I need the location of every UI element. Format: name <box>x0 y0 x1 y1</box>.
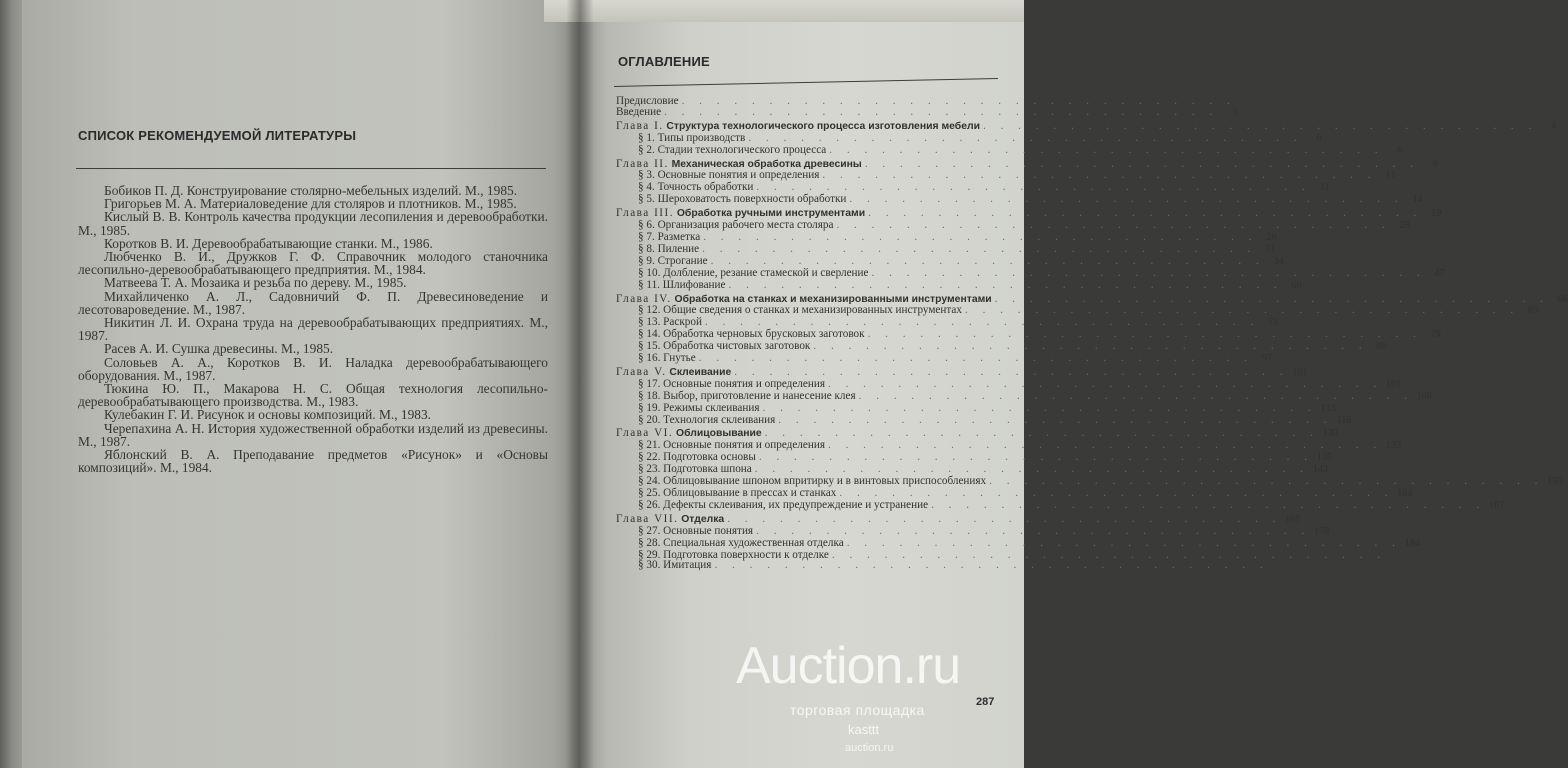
toc-entry-title: § 5. Шероховатость поверхности обработки <box>638 193 847 206</box>
toc-entry-title: § 21. Основные понятия и определения <box>638 439 825 452</box>
book-gutter-shadow <box>566 0 594 768</box>
toc-page-number: 69 <box>1527 305 1539 317</box>
toc-row <box>616 266 1445 280</box>
toc-leader-dots: . . . . . . . . . . . . . . . . . . . . . . . . . . . . . . . . <box>703 230 1258 243</box>
toc-leader-dots: . . . . . . . . . . . . . . . . . . . . . . . . . . . . . . . . <box>764 427 1319 440</box>
toc-page-number: 73 <box>1267 317 1279 329</box>
bibliography-entry: Любченко В. И., Дружков Г. Ф. Справочник молодого станочника лесопильно-деревообрабатывающего предприятия. М., 1984. <box>78 249 548 278</box>
toc-page-number: 47 <box>1434 267 1445 279</box>
toc-leader-dots: . . . . . . . . . . . . . . . . . . . . . . . . . . . . . . . . <box>756 524 1311 537</box>
toc-entry-title: § 12. Общие сведения о станках и механизированных инструментах <box>638 304 962 317</box>
bibliography-entry: Григорьев М. А. Материаловедение для столяров и плотников. М., 1985. <box>104 196 517 212</box>
toc-leader-dots: . . . . . . . . . . . . . . . . . . . . . . . . . . . . . . . . <box>836 219 1391 232</box>
toc-row <box>616 254 1284 268</box>
toc-chapter-name: Структура технологического процесса изготовления мебели <box>666 120 980 132</box>
bibliography-entry: Михайличенко А. Л., Садовничий Ф. П. Древесиноведение и лесотовароведение. М., 1987. <box>78 288 548 317</box>
toc-chapter-title <box>616 121 980 133</box>
page-number: 287 <box>976 696 995 708</box>
toc-page-number: 130 <box>1322 428 1338 440</box>
toc-row <box>616 559 1269 572</box>
toc-entry-title: § 1. Типы производств <box>638 131 746 144</box>
toc-row <box>616 413 1352 427</box>
toc-entry-title: § 17. Основные понятия и определения <box>638 377 825 390</box>
toc-entry-title: § 6. Организация рабочего места столяра <box>638 219 834 232</box>
watermark-logo: Auction.ru <box>736 637 961 695</box>
toc-leader-dots: . . . . . . . . . . . . . . . . . . . . . . . . . . . . . . . . <box>839 487 1394 499</box>
toc-leader-dots: . . . . . . . . . . . . . . . . . . . . . . . . . . . . . . . . <box>868 207 1423 220</box>
toc-entry-title: Предисловие <box>616 95 679 107</box>
toc-leader-dots: . . . . . . . . . . . . . . . . . . . . . . . . . . . . . . . . <box>734 365 1289 378</box>
toc-leader-dots: . . . . . . . . . . . . . . . . . . . . . . . . . . . . . . . . <box>964 304 1520 317</box>
bibliography-list <box>78 184 548 474</box>
toc-page-number: 6 <box>1397 144 1403 156</box>
toc-leader-dots: . . . . . . . . . . . . . . . . . . . . . . . . . . . . . . . . <box>846 536 1401 549</box>
toc-row <box>616 401 1336 415</box>
toc-chapter-name: Механическая обработка древесины <box>671 158 862 170</box>
toc-page-number: 28 <box>1266 231 1277 243</box>
toc-leader-dots: . . . . . . . . . . . . . . . . . . . . . . . . . . . . . . . . <box>754 463 1309 476</box>
toc-chapter-row <box>616 512 1301 526</box>
toc-leader-dots: . . . . . . . . . . . . . . . . . . . . . . . . . . . . . . . . <box>702 242 1257 255</box>
toc-leader-dots: . . . . . . . . . . . . . . . . . . . . . . . . . . . . . . . . <box>858 389 1413 402</box>
toc-page-number: 11 <box>1319 182 1330 194</box>
toc-row <box>616 524 1330 538</box>
bibliography-entry: Бобиков П. Д. Конструирование столярно-мебельных изделий. М., 1985. <box>104 183 518 198</box>
toc-page-number: 178 <box>1314 525 1330 537</box>
toc-entry-title: § 18. Выбор, приготовление и нанесение клея <box>638 389 856 402</box>
toc-leader-dots: . . . . . . . . . . . . . . . . . . . . . . . . . . . . . . . . <box>827 439 1383 452</box>
toc-page-number: 101 <box>1292 366 1308 378</box>
toc-page-number: 11 <box>1385 170 1396 182</box>
toc-entry-title: § 27. Основные понятия <box>638 524 754 537</box>
toc-page-number: 19 <box>1431 208 1442 220</box>
page-stack-edge <box>544 0 1024 22</box>
toc-leader-dots: . . . . . . . . . . . . . . . . . . . . . . . . . . . . . . . . <box>831 548 1387 561</box>
toc-heading: ОГЛАВЛЕНИЕ <box>618 54 710 69</box>
toc-page-number: 3 <box>1232 106 1238 118</box>
toc-chapter-name: Обработка на станках и механизированными инструментами <box>674 293 992 305</box>
table-of-contents <box>616 95 1568 572</box>
toc-entry-title: § 9. Строгание <box>638 254 708 267</box>
toc-entry-title: § 28. Специальная художественная отделка <box>638 536 844 549</box>
toc-chapter-name: Облицовывание <box>675 428 762 440</box>
bibliography-entry: Соловьев А. А., Коротков В. И. Наладка деревообрабатывающего оборудования. М., 1987. <box>78 354 548 383</box>
toc-chapter-prefix: Глава VII. <box>616 512 679 525</box>
toc-entry-title: Введение <box>616 105 662 118</box>
toc-entry-title: § 16. Гнутье <box>638 352 696 365</box>
toc-page-number: 101 <box>1385 378 1402 390</box>
toc-leader-dots: . . . . . . . . . . . . . . . . . . . . . . . . . . . . . . . . <box>864 157 1420 170</box>
toc-chapter-prefix: Глава VI. <box>616 427 674 440</box>
toc-page-number: 6 <box>1316 132 1322 144</box>
toc-page-number: 86 <box>1376 341 1387 353</box>
watermark-subtitle: торговая площадка <box>790 702 925 718</box>
toc-chapter-prefix: Глава V. <box>616 365 667 378</box>
toc-entry-title: § 23. Подготовка шпона <box>638 463 752 476</box>
toc-page-number: 108 <box>1416 390 1432 402</box>
toc-leader-dots: . . . . . . . . . . . . . . . . . . . . . . . . . . . . . . . . <box>714 559 1269 572</box>
toc-entry-title: § 11. Шлифование <box>638 278 726 291</box>
toc-leader-dots: . . . . . . . . . . . . . . . . . . . . . . . . . . . . . . . . <box>698 352 1253 365</box>
toc-leader-dots: . . . . . . . . . . . . . . . . . . . . . . . . . . . . . . . . <box>931 498 1486 511</box>
toc-row <box>616 389 1432 403</box>
toc-entry-title: § 14. Обработка черновых брусковых заготовок <box>638 328 865 341</box>
toc-page-number: 4 <box>1551 120 1557 132</box>
toc-page-number: 8 <box>1432 158 1439 170</box>
watermark-user: kasttt <box>848 722 880 737</box>
toc-leader-dots: . . . . . . . . . . . . . . . . . . . . . . . . . . . . . . . . <box>778 413 1333 426</box>
bibliography-entry: Кислый В. В. Контроль качества продукции лесопиления и деревообработки. М., 1985. <box>78 209 548 238</box>
toc-row <box>616 131 1322 145</box>
toc-leader-dots: . . . . . . . . . . . . . . . . . . . . . . . . . . . . . . . . <box>756 181 1311 194</box>
toc-leader-dots: . . . . . . . . . . . . . . . . . . . . . . . . . . . . . . . . <box>994 292 1549 305</box>
toc-row <box>616 498 1505 512</box>
toc-page-number: 169 <box>1285 513 1301 525</box>
toc-chapter-prefix: Глава III. <box>616 207 675 220</box>
toc-row <box>616 242 1276 256</box>
toc-leader-dots: . . . . . . . . . . . . . . . . . . . . . . . . . . . . . . . . <box>989 475 1544 488</box>
toc-leader-dots: . . . . . . . . . . . . . . . . . . . . . . . . . . . . . . . . <box>664 105 1219 118</box>
toc-page-number: 167 <box>1488 499 1505 511</box>
toc-row <box>616 193 1423 206</box>
toc-row <box>616 352 1272 365</box>
toc-page-number: 184 <box>1404 537 1420 549</box>
toc-page-number: 164 <box>1397 488 1413 499</box>
toc-leader-dots: . . . . . . . . . . . . . . . . . . . . . . . . . . . . . . . . <box>728 278 1283 291</box>
bibliography-entry: Матвеева Т. А. Мозаика и резьба по дереву. М., 1985. <box>104 275 407 291</box>
toc-entry-title: § 3. Основные понятия и определения <box>638 169 820 182</box>
toc-entry-title: § 25. Облицовывание в прессах и станках <box>638 487 837 499</box>
toc-entry-title: § 13. Раскрой <box>638 316 702 329</box>
toc-chapter-prefix: Глава IV. <box>616 292 672 305</box>
toc-chapter-name: Склеивание <box>669 366 732 378</box>
toc-row <box>616 536 1420 550</box>
toc-entry-title: § 30. Имитация <box>638 559 712 572</box>
toc-page-number: 79 <box>1430 329 1441 341</box>
toc-page-number: 150 <box>1547 476 1563 488</box>
bibliography-heading: СПИСОК РЕКОМЕНДУЕМОЙ ЛИТЕРАТУРЫ <box>78 128 357 143</box>
toc-leader-dots: . . . . . . . . . . . . . . . . . . . . . . . . . . . . . . . . <box>681 95 1236 107</box>
toc-chapter-title <box>616 514 724 526</box>
toc-leader-dots: . . . . . . . . . . . . . . . . . . . . . . . . . . . . . . . . <box>758 451 1314 464</box>
bibliography-entry: Никитин Л. И. Охрана труда на деревообрабатывающих предприятиях. М., 1987. <box>78 315 548 344</box>
toc-chapter-prefix: Глава II. <box>616 157 669 170</box>
toc-page-number: 116 <box>1336 414 1352 426</box>
toc-page-number: 113 <box>1320 402 1336 414</box>
bibliography-entry: Расев А. И. Сушка древесины. М., 1985. <box>104 341 334 357</box>
toc-leader-dots: . . . . . . . . . . . . . . . . . . . . . . . . . . . . . . . . <box>871 266 1426 279</box>
toc-leader-dots: . . . . . . . . . . . . . . . . . . . . . . . . . . . . . . . . <box>827 377 1383 390</box>
toc-leader-dots: . . . . . . . . . . . . . . . . . . . . . . . . . . . . . . . . <box>748 131 1303 144</box>
bibliography-entry: Коротков В. И. Деревообрабатывающие станки. М., 1986. <box>104 235 433 251</box>
toc-entry-title: § 29. Подготовка поверхности к отделке <box>638 548 829 561</box>
toc-leader-dots: . . . . . . . . . . . . . . . . . . . . . . . . . . . . . . . . <box>982 119 1538 132</box>
toc-entry-title: § 4. Точность обработки <box>638 181 754 194</box>
toc-entry-title: § 26. Дефекты склеивания, их предупреждение и устранение <box>638 498 929 511</box>
toc-page-number: 135 <box>1316 452 1333 464</box>
toc-leader-dots: . . . . . . . . . . . . . . . . . . . . . . . . . . . . . . . . <box>822 169 1377 182</box>
toc-leader-dots: . . . . . . . . . . . . . . . . . . . . . . . . . . . . . . . . <box>762 401 1317 414</box>
toc-leader-dots: . . . . . . . . . . . . . . . . . . . . . . . . . . . . . . . . <box>704 316 1260 329</box>
toc-entry-title: § 8. Пиление <box>638 242 700 255</box>
bibliography-entry: Черепахина А. Н. История художественной обработки изделий из древесины. М., 1987. <box>78 420 548 449</box>
toc-row <box>616 377 1402 391</box>
toc-entry-title: § 7. Разметка <box>638 230 701 243</box>
toc-entry-title: § 22. Подготовка основы <box>638 451 756 464</box>
toc-entry-title: § 19. Режимы склеивания <box>638 401 760 414</box>
toc-page-number: 28 <box>1399 220 1410 232</box>
toc-page-number: 133 <box>1385 440 1402 452</box>
toc-page-number: 66 <box>1557 293 1568 305</box>
watermark-site: auction.ru <box>845 742 894 754</box>
toc-chapter-row <box>616 119 1557 133</box>
toc-leader-dots: . . . . . . . . . . . . . . . . . . . . . . . . . . . . . . . . <box>727 512 1282 525</box>
bibliography-entry: Тюкина Ю. П., Макарова Н. С. Общая технология лесопильно-деревообрабатывающего производства. М., 1983. <box>78 381 548 410</box>
toc-page-number: 31 <box>1265 243 1276 255</box>
toc-row <box>616 143 1403 157</box>
toc-entry-title: § 10. Долбление, резание стамеской и сверление <box>638 266 869 279</box>
toc-page-number: 14 <box>1412 194 1423 206</box>
toc-page-number: 60 <box>1291 279 1302 291</box>
toc-row <box>616 105 1238 119</box>
toc-chapter-name: Обработка ручными инструментами <box>676 208 866 220</box>
toc-leader-dots: . . . . . . . . . . . . . . . . . . . . . . . . . . . . . . . . <box>813 340 1368 353</box>
toc-page-number: 97 <box>1261 353 1272 365</box>
toc-page-number: 34 <box>1273 255 1284 267</box>
toc-chapter-name: Отделка <box>681 513 725 525</box>
bibliography-entry: Яблонский В. А. Преподавание предметов «Рисунок» и «Основы композиций». М., 1984. <box>78 447 548 476</box>
toc-entry-title: § 24. Облицовывание шпоном впритирку и в винтовых приспособлениях <box>638 475 987 488</box>
bibliography-entry: Кулебакин Г. И. Рисунок и основы композиций. М., 1983. <box>104 407 432 423</box>
toc-leader-dots: . . . . . . . . . . . . . . . . . . . . . . . . . . . . . . . . <box>867 328 1422 341</box>
toc-row <box>616 278 1302 292</box>
toc-page-number: 143 <box>1312 464 1328 476</box>
toc-entry-title: § 2. Стадии технологического процесса <box>638 143 827 156</box>
toc-leader-dots: . . . . . . . . . . . . . . . . . . . . . . . . . . . . . . . . <box>710 254 1265 267</box>
bibliography-rule <box>76 168 546 169</box>
toc-leader-dots: . . . . . . . . . . . . . . . . . . . . . . . . . . . . . . . . <box>829 143 1384 156</box>
toc-chapter-prefix: Глава I. <box>616 119 664 132</box>
toc-entry-title: § 20. Технология склеивания <box>638 413 776 426</box>
toc-entry-title: § 15. Обработка чистовых заготовок <box>638 340 811 353</box>
toc-leader-dots: . . . . . . . . . . . . . . . . . . . . . . . . . . . . . . . . <box>849 193 1404 206</box>
